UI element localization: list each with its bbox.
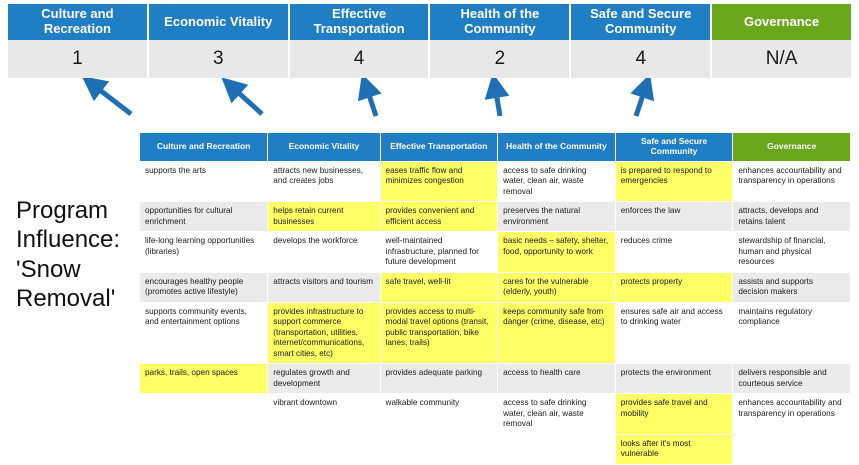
matrix-cell: provides safe travel and mobility: [615, 394, 733, 435]
table-row: [140, 434, 851, 464]
matrix-cell: keeps community safe from danger (crime, disease, etc): [498, 302, 616, 364]
up-left-arrow-1: [92, 84, 131, 114]
matrix-cell: provides access to multi-modal travel options (transit, public transportation, bike lanes, trails): [380, 302, 498, 364]
matrix-cell: enforces the law: [615, 202, 733, 232]
matrix-cell: enhances accountability and transparency in operations: [733, 161, 851, 202]
matrix-header-effective-transportation: Effective Transportation: [380, 133, 498, 162]
matrix-cell: opportunities for cultural enrichment: [140, 202, 268, 232]
up-left-arrow-2: [231, 86, 262, 114]
matrix-header-row: [140, 133, 851, 162]
matrix-cell: is prepared to respond to emergencies: [615, 161, 733, 202]
matrix-cell: attracts visitors and tourism: [268, 272, 380, 302]
arrow-group: [0, 78, 859, 132]
matrix-header-safe-and-secure-community: Safe and Secure Community: [615, 133, 733, 162]
matrix-cell: stewardship of financial, human and physical resources: [733, 232, 851, 273]
matrix-cell: reduces crime: [615, 232, 733, 273]
matrix-cell: walkable community: [380, 394, 498, 435]
table-row: [140, 394, 851, 435]
summary-header-effective-transportation: Effective Transportation: [290, 4, 431, 40]
matrix-cell: basic needs – safety, shelter, food, opportunity to work: [498, 232, 616, 273]
table-row: [140, 202, 851, 232]
matrix-cell: enhances accountability and transparency in operations: [733, 394, 851, 435]
matrix-cell: assists and supports decision makers: [733, 272, 851, 302]
matrix-cell: looks after it's most vulnerable: [615, 434, 733, 464]
matrix-cell: attracts, develops and retains talent: [733, 202, 851, 232]
table-row: [140, 232, 851, 273]
matrix-cell: cares for the vulnerable (elderly, youth): [498, 272, 616, 302]
matrix-cell: encourages healthy people (promotes active lifestyle): [140, 272, 268, 302]
summary-header-row: [8, 4, 851, 40]
matrix-cell: protects property: [615, 272, 733, 302]
matrix-cell: delivers responsible and courteous service: [733, 364, 851, 394]
matrix-cell: vibrant downtown: [268, 394, 380, 435]
up-left-arrow-4: [495, 86, 500, 116]
matrix-body: [140, 161, 851, 464]
matrix-cell: [380, 434, 498, 464]
summary-band: [8, 4, 851, 78]
matrix-cell: [140, 434, 268, 464]
summary-header-governance: Governance: [712, 4, 851, 40]
summary-value-safe-and-secure-community: 4: [571, 40, 712, 78]
matrix-cell: [498, 434, 616, 464]
matrix-cell: provides adequate parking: [380, 364, 498, 394]
matrix-cell: well-maintained infrastructure, planned for future development: [380, 232, 498, 273]
up-left-arrow-5: [636, 86, 646, 116]
matrix-cell: parks, trails, open spaces: [140, 364, 268, 394]
up-left-arrow-3: [366, 86, 376, 116]
matrix-cell: supports the arts: [140, 161, 268, 202]
matrix-cell: access to safe drinking water, clean air, waste removal: [498, 394, 616, 435]
table-row: [140, 272, 851, 302]
matrix-cell: maintains regulatory compliance: [733, 302, 851, 364]
matrix-cell: [733, 434, 851, 464]
summary-value-health-of-the-community: 2: [430, 40, 571, 78]
table-row: [140, 161, 851, 202]
matrix-cell: regulates growth and development: [268, 364, 380, 394]
matrix-cell: [140, 394, 268, 435]
table-row: [140, 364, 851, 394]
matrix-header-culture-and-recreation: Culture and Recreation: [140, 133, 268, 162]
summary-value-economic-vitality: 3: [149, 40, 290, 78]
summary-value-culture-and-recreation: 1: [8, 40, 149, 78]
summary-value-row: [8, 40, 851, 78]
matrix-header-health-of-the-community: Health of the Community: [498, 133, 616, 162]
matrix-cell: access to safe drinking water, clean air, waste removal: [498, 161, 616, 202]
matrix-cell: helps retain current businesses: [268, 202, 380, 232]
matrix-cell: eases traffic flow and minimizes congestion: [380, 161, 498, 202]
matrix-header-governance: Governance: [733, 133, 851, 162]
matrix-cell: supports community events, and entertainment options: [140, 302, 268, 364]
outcomes-matrix: [139, 132, 851, 465]
summary-value-effective-transportation: 4: [290, 40, 431, 78]
summary-header-health-of-the-community: Health of the Community: [430, 4, 571, 40]
matrix-cell: safe travel, well-lit: [380, 272, 498, 302]
matrix-cell: attracts new businesses, and creates jobs: [268, 161, 380, 202]
matrix-cell: provides convenient and efficient access: [380, 202, 498, 232]
program-influence-caption: Program Influence: 'Snow Removal': [16, 197, 121, 312]
matrix-cell: preserves the natural environment: [498, 202, 616, 232]
summary-header-safe-and-secure-community: Safe and Secure Community: [571, 4, 712, 40]
matrix-cell: develops the workforce: [268, 232, 380, 273]
matrix-header-economic-vitality: Economic Vitality: [268, 133, 380, 162]
matrix-cell: access to health care: [498, 364, 616, 394]
summary-header-economic-vitality: Economic Vitality: [149, 4, 290, 40]
matrix-cell: [268, 434, 380, 464]
table-row: [140, 302, 851, 364]
matrix-cell: ensures safe air and access to drinking water: [615, 302, 733, 364]
matrix-cell: protects the environment: [615, 364, 733, 394]
summary-header-culture-and-recreation: Culture and Recreation: [8, 4, 149, 40]
matrix-cell: provides infrastructure to support commerce (transportation, utilities, internet/communications, smart cities, etc): [268, 302, 380, 364]
summary-value-governance: N/A: [765, 48, 798, 69]
matrix-cell: life-long learning opportunities (libraries): [140, 232, 268, 273]
